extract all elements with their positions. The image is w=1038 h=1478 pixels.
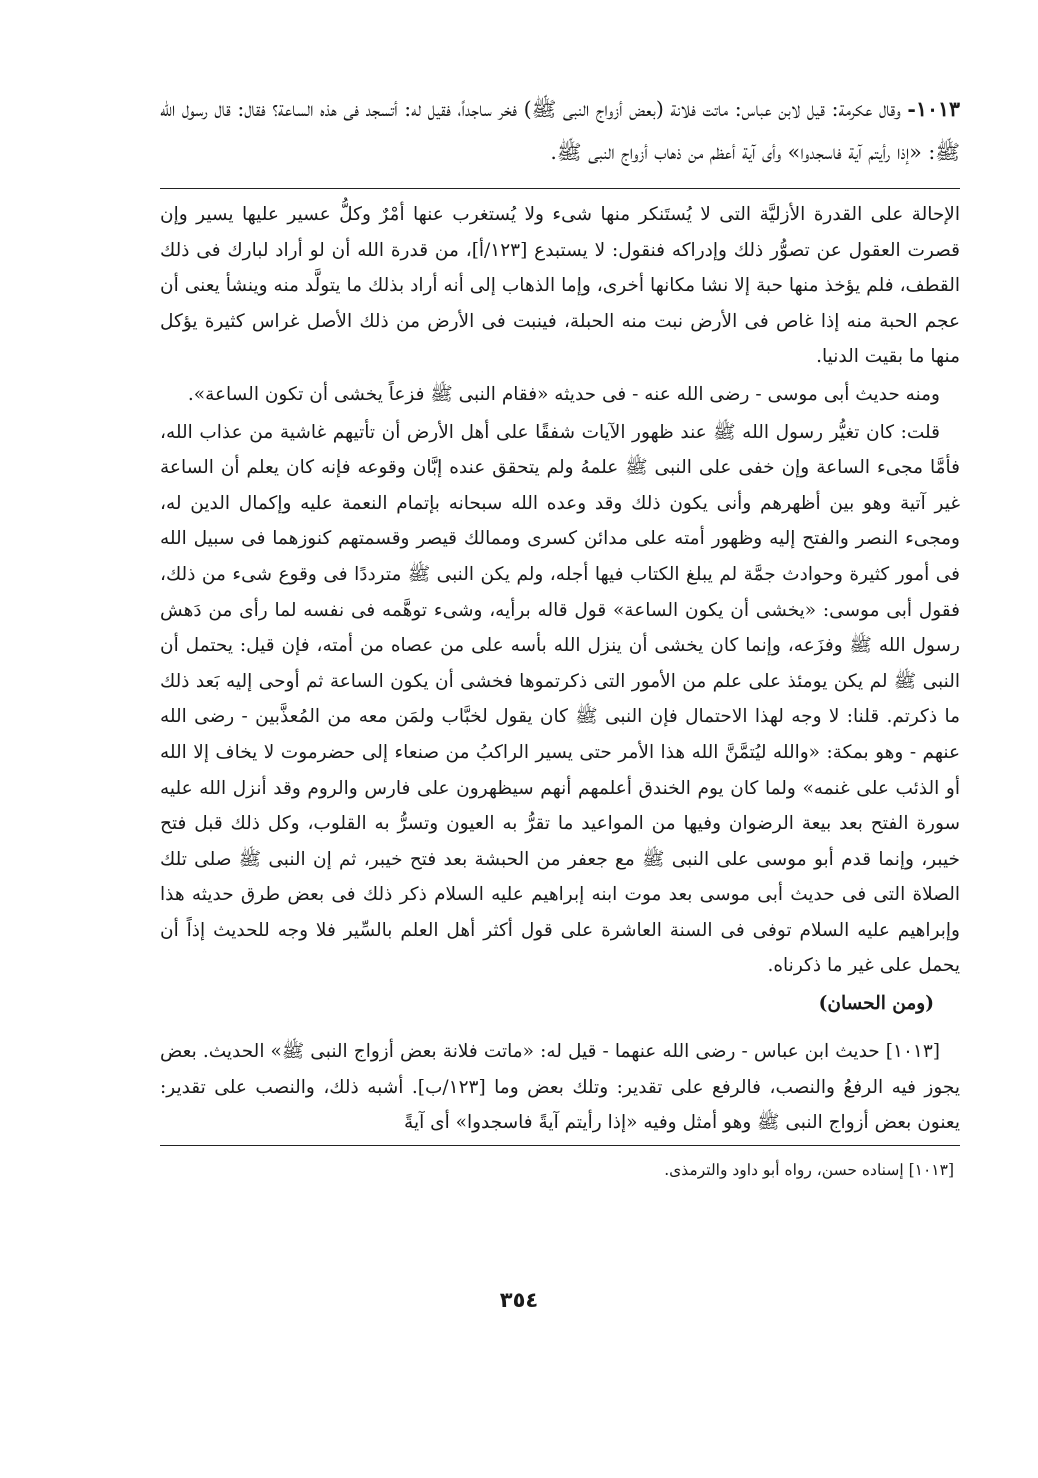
section-heading: (ومن الحسان) [818,993,934,1015]
hadith-paragraph [160,88,960,174]
commentary-paragraph: الإحالة على القدرة الأزليَّة التى لا يُستَنكر منها شىء ولا يُستغرب عنها أمْرٌ وكلُّ عسير عليها يسير وإن قصرت العقول عن تصوُّر ذلك وإدراكه فنقول: لا يستبدع [١٢٣/أ]، من قدرة الله أن لو أراد لبارك فى ذلك القطف، فلم يؤخذ منها حبة إلا نشا مكانها أخرى، وإما الذهاب إلى أنه أراد بذلك ما يتولَّد منه وينشأ يعنى أن عجم الحبة منه إذا غاص فى الأرض نبت منه الحبلة، فينبت فى الأرض من ذلك الأصل غراس كثيرة يؤكل منها ما بقيت الدنيا. [160,204,961,368]
page-body [160,88,960,1184]
footnote-separator [160,1145,960,1146]
commentary-separator [160,188,960,189]
hadith-number: ١٠١٣- [907,97,960,121]
page-number: ٣٥٤ [499,1288,539,1312]
hasan-section [160,1034,960,1141]
commentary-paragraph: قلت: كان تغيُّر رسول الله ﷺ عند ظهور الآيات شفقًا على أهل الأرض أن تأتيهم غاشية من عذاب الله، فأمَّا مجىء الساعة وإن خفى على النبى ﷺ علمهُ ولم يتحقق عنده إبَّان وقوعه فإنه كان يعلم أن الساعة غير آتية وهو بين أظهرهم وأنى يكون ذلك وقد وعده الله سبحانه بإتمام النعمة عليه وإكمال الدين له، ومجىء النصر والفتح إليه وظهور أمته على مدائن كسرى وممالك قيصر وقسمتهم كنوزهما فى سبيل الله فى أمور كثيرة وحوادث جمَّة لم يبلغ الكتاب فيها أجله، ولم يكن النبى ﷺ مترددًا فى وقوع شىء من ذلك، فقول أبى موسى: «يخشى أن يكون الساعة» قول قاله برأيه، وشىء توهَّمه فى نفسه لما رأى من دَهش رسول الله ﷺ وفزَعه، وإنما كان يخشى أن ينزل الله بأسه على من عصاه من أمته، فإن قيل: يحتمل أن النبى ﷺ لم يكن يومئذ على علم من الأمور التى ذكرتموها فخشى أن يكون الساعة ثم أوحى إليه بَعد ذلك ما ذكرتم. قلنا: لا وجه لهذا الاحتمال فإن النبى ﷺ كان يقول لخبَّاب ولمَن معه من المُعذَّبين - رضى الله عنهم - وهو بمكة: «والله ليُتمَّنَّ الله هذا الأمر حتى يسير الراكبُ من صنعاء إلى حضرموت لا يخاف إلا الله أو الذئب على غنمه» ولما كان يوم الخندق أعلمهم أنهم سيظهرون على فارس والروم وقد أنزل الله عليه سورة الفتح بعد بيعة الرضوان وفيها من المواعيد ما تقرُّ به العيون وتسرُّ به القلوب، وكل ذلك قبل فتح خيبر، وإنما قدم أبو موسى على النبى ﷺ مع جعفر من الحبشة بعد فتح خيبر، ثم إن النبى ﷺ صلى تلك الصلاة التى فى حديث أبى موسى بعد موت ابنه إبراهيم عليه السلام ذكر ذلك فى بعض طرق حديثه هذا وإبراهيم عليه السلام توفى فى السنة العاشرة على قول أكثر أهل العلم بالسِّير فلا وجه للحديث إذاً أن يحمل على غير ما ذكرناه. [160,421,960,977]
commentary-paragraph: ومنه حديث أبى موسى - رضى الله عنه - فى حديثه «فقام النبى ﷺ فزعاً يخشى أن تكون الساعة». [187,383,940,405]
footnote: [١٠١٣] إسناده حسن، رواه أبو داود والترمذى. [664,1160,954,1179]
hadith-text: وقال عكرمة: قيل لابن عباس: ماتت فلانة (بعض أزواج النبى ﷺ) فخر ساجداً، فقيل له: أتسجد فى هذه الساعة؟ فقال: قال رسول الله ﷺ: «إذا رأيتم آية فاسجدوا» وأى آية أعظم من ذهاب أزواج النبى ﷺ. [160,97,960,164]
commentary-section [160,197,960,984]
hasan-paragraph: [١٠١٣] حديث ابن عباس - رضى الله عنهما - قيل له: «ماتت فلانة بعض أزواج النبى ﷺ» الحديث. بعض يجوز فيه الرفعُ والنصب، فالرفع على تقدير: وتلك بعض وما [١٢٣/ب]. أشبه ذلك، والنصب على تقدير: يعنون بعض أزواج النبى ﷺ وهو أمثل وفيه «إذا رأيتم آيةً فاسجدوا» أى آيةً [160,1041,960,1134]
hadith-section [160,88,960,174]
